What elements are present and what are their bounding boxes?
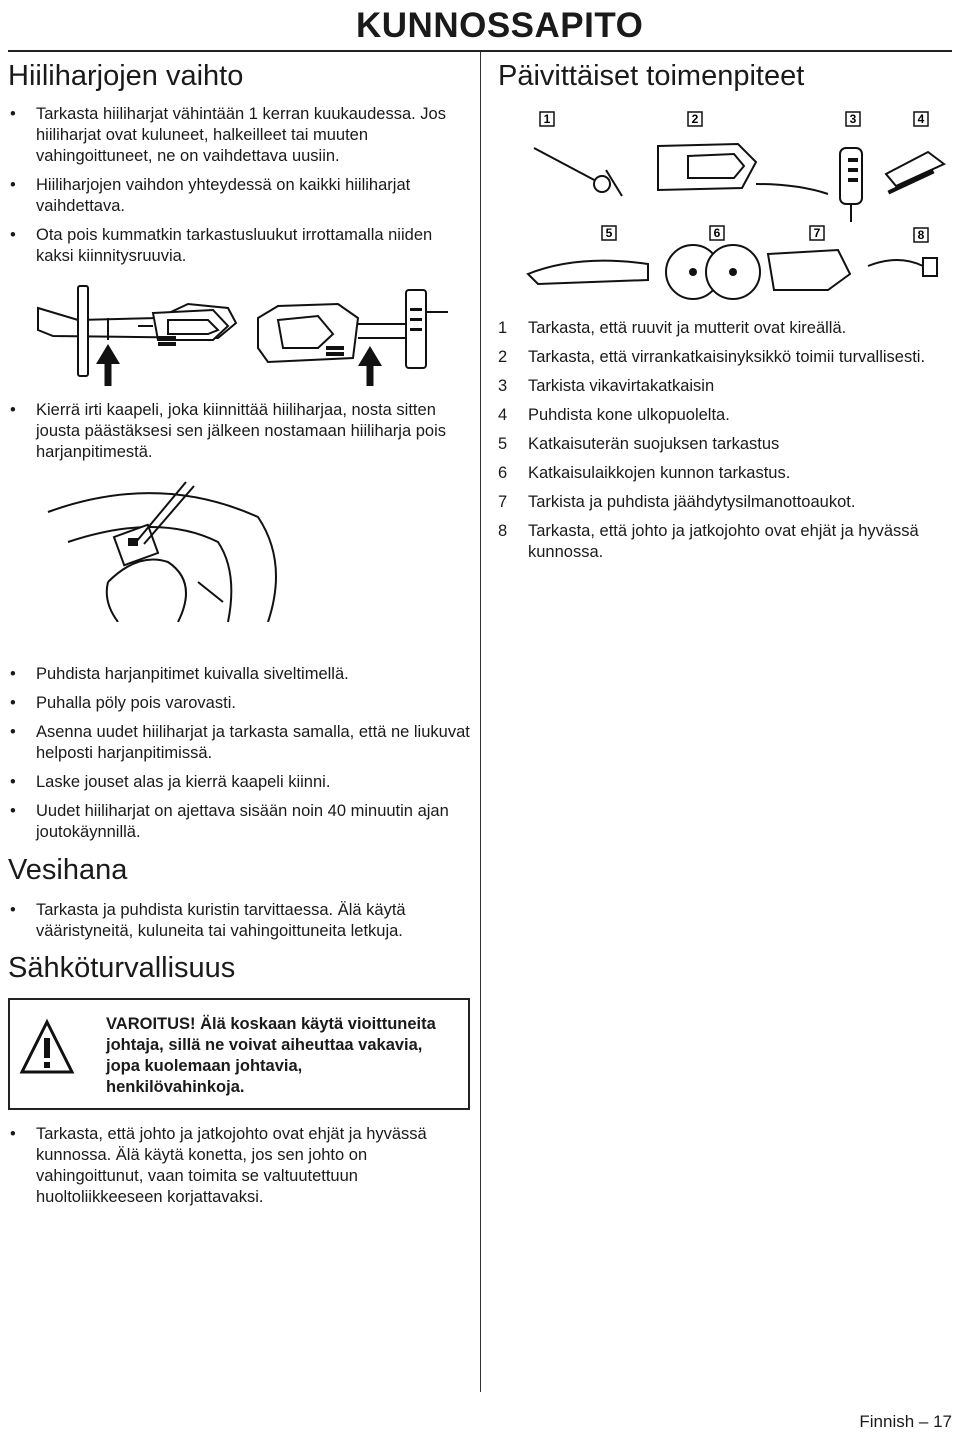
warning-triangle-icon [10,1000,84,1108]
step-text: Tarkasta, että virrankatkaisinyksikkö toimii turvallisesti. [528,348,926,366]
water-heading: Vesihana [8,854,128,886]
step-text: Tarkasta, että johto ja jatkojohto ovat ehjät ja hyvässä kunnossa. [528,522,919,561]
list-item: • Asenna uudet hiiliharjat ja tarkasta samalla, että ne liukuvat helposti harjanpitimissä. [8,722,470,764]
list-item [498,521,954,563]
figure-label-3: 3 [849,112,857,126]
list-item: • Ota pois kummatkin tarkastusluukut irrottamalla niiden kaksi kiinnitysruuvia. [8,225,470,267]
warning-box [8,998,470,1110]
step-text: Tarkista vikavirtakatkaisin [528,377,715,395]
list-item: • Hiiliharjojen vaihdon yhteydessä on kaikki hiiliharjat vaihdettava. [8,175,470,217]
daily-tasks-heading: Päivittäiset toimenpiteet [498,60,805,92]
step-text: Tarkasta, että ruuvit ja mutterit ovat kireällä. [528,319,847,337]
step-text: Puhdista kone ulkopuolelta. [528,406,730,424]
list-item [498,463,954,484]
brush-bullets-2 [8,400,470,471]
section-title: KUNNOSSAPITO [356,6,644,45]
brush-cover-illustration [8,278,470,388]
list-item: • Puhalla pöly pois varovasti. [8,693,470,714]
step-number: 7 [498,493,508,511]
list-item: • Tarkasta hiiliharjat vähintään 1 kerran kuukaudessa. Jos hiiliharjat ovat kuluneet, halkeilleet tai muuten vahingoittuneet, ne on vaihdettava uusiin. [8,104,470,167]
warning-icon-area [10,1000,84,1108]
step-number: 3 [498,377,508,395]
list-item [498,347,954,368]
figure-label-5: 5 [605,226,613,240]
list-item: • Kierrä irti kaapeli, joka kiinnittää hiiliharjaa, nosta sitten jousta päästäksesi sen jälkeen nostamaan hiiliharja pois harjanpitimestä. [8,400,470,463]
list-item: • Laske jouset alas ja kierrä kaapeli kiinni. [8,772,470,793]
column-divider [480,52,481,1392]
figure-label-6: 6 [713,226,721,240]
brush-bullets-1 [8,104,470,275]
step-text: Tarkista ja puhdista jäähdytysilmanottoaukot. [528,493,856,511]
step-number: 6 [498,464,508,482]
step-number: 1 [498,319,508,337]
warning-text: VAROITUS! Älä koskaan käytä vioittuneita johtaja, sillä ne voivat aiheuttaa vakavia, jopa kuolemaan johtavia, henkilövahinkoja. [106,1015,436,1096]
list-item [498,434,954,455]
list-item: • Tarkasta ja puhdista kuristin tarvittaessa. Älä käytä vääristyneitä, kuluneita tai vahingoittuneita letkuja. [8,900,470,942]
list-item [498,492,954,513]
water-bullets [8,900,470,950]
electric-safety-heading: Sähköturvallisuus [8,952,236,984]
electric-bullets [8,1124,470,1216]
figure-label-4: 4 [917,112,925,126]
brush-removal-illustration [8,472,470,622]
figure-label-2: 2 [691,112,699,126]
list-item [498,376,954,397]
daily-tasks-illustration [498,104,954,304]
figure-label-8: 8 [917,228,925,242]
list-item: • Puhdista harjanpitimet kuivalla siveltimellä. [8,664,470,685]
figure-label-1: 1 [543,112,551,126]
list-item: • Uudet hiiliharjat on ajettava sisään noin 40 minuutin ajan joutokäynnillä. [8,801,470,843]
list-item [498,318,954,339]
list-item [498,405,954,426]
list-item: • Tarkasta, että johto ja jatkojohto ovat ehjät ja hyvässä kunnossa. Älä käytä konetta, jos sen johto on vahingoittunut, vaan toimita se valtuutettuun huoltoliikkeeseen korjattavaksi. [8,1124,470,1208]
figure-label-7: 7 [813,226,821,240]
step-number: 2 [498,348,508,366]
page-number: Finnish – 17 [859,1412,952,1431]
brush-heading: Hiiliharjojen vaihto [8,60,244,92]
step-number: 5 [498,435,508,453]
step-text: Katkaisulaikkojen kunnon tarkastus. [528,464,791,482]
daily-task-list [498,318,954,571]
brush-bullets-3 [8,664,470,851]
step-number: 4 [498,406,508,424]
step-text: Katkaisuterän suojuksen tarkastus [528,435,780,453]
step-number: 8 [498,522,508,540]
